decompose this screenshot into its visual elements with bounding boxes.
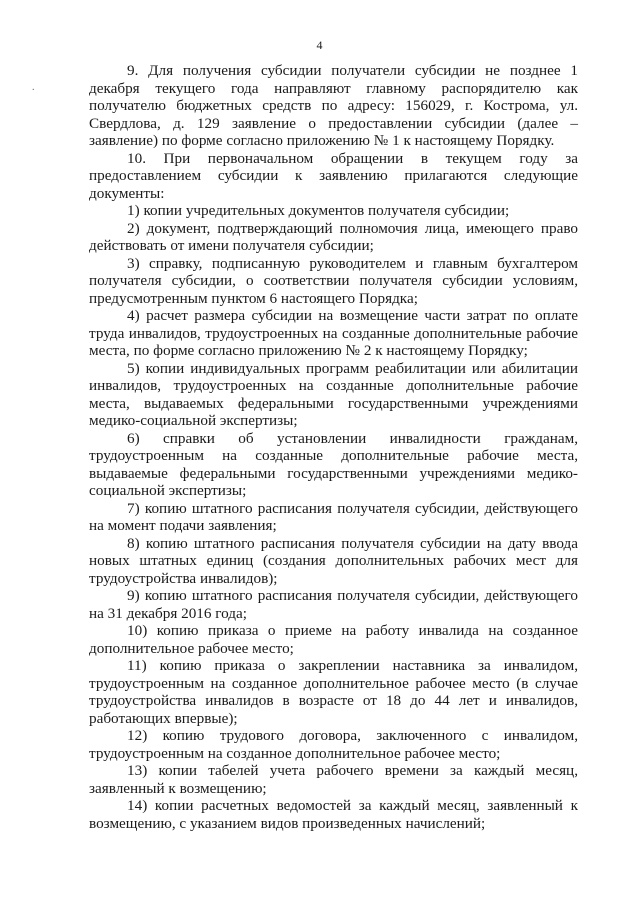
list-item-1: 1) копии учредительных документов получателя субсидии;: [127, 202, 510, 219]
list-item-4: 4) расчет размера субсидии на возмещение части затрат по оплате труда инвалидов, трудоустроенных на созданные дополнительные рабочие места, по форме согласно приложению № 2 к настоящему Порядку;: [89, 307, 578, 359]
list-item-6: 6) справки об установлении инвалидности гражданам, трудоустроенным на созданные дополнительные рабочие места, выдаваемые федеральными государственными учреждениями медико-социальной экспертизы;: [89, 429, 578, 499]
list-item-9: 9) копию штатного расписания получателя субсидии, действующего на 31 декабря 2016 года;: [89, 587, 578, 622]
list-item-3: 3) справку, подписанную руководителем и главным бухгалтером получателя субсидии, о соответствии получателя субсидии условиям, предусмотренным пунктом 6 настоящего Порядка;: [89, 254, 578, 307]
list-item-2: 2) документ, подтверждающий полномочия лица, имеющего право действовать от имени получателя субсидии;: [89, 219, 578, 254]
margin-mark: .: [32, 82, 35, 93]
list-item-14: 14) копии расчетных ведомостей за каждый месяц, заявленный к возмещению, с указанием видов произведенных начислений;: [89, 797, 578, 832]
list-item-12: 12) копию трудового договора, заключенного с инвалидом, трудоустроенным на созданное дополнительное рабочее место;: [89, 727, 578, 762]
list-item-13: 13) копии табелей учета рабочего времени за каждый месяц, заявленный к возмещению;: [89, 762, 578, 797]
list-item-7: 7) копию штатного расписания получателя субсидии, действующего на момент подачи заявления;: [89, 499, 578, 534]
paragraph-10: 10. При первоначальном обращении в текущем году за предоставлением субсидии к заявлению прилагаются следующие документы:: [89, 149, 578, 202]
page-number: 4: [316, 38, 323, 52]
list-item-8: 8) копию штатного расписания получателя субсидии на дату ввода новых штатных единиц (создания дополнительных рабочих мест для трудоустройства инвалидов);: [89, 534, 578, 587]
document-body: [89, 62, 578, 832]
list-item-5: 5) копии индивидуальных программ реабилитации или абилитации инвалидов, трудоустроенных на созданные дополнительные рабочие места, выдаваемых федеральными государственными учреждениями медико-социальной экспертизы;: [89, 359, 578, 429]
list-item-11: 11) копию приказа о закреплении наставника за инвалидом, трудоустроенным на созданное дополнительное рабочее место (в случае трудоустройства инвалидов в возрасте от 18 до 44 лет и инвалидов, работающих впервые);: [89, 657, 578, 727]
list-item-10: 10) копию приказа о приеме на работу инвалида на созданное дополнительное рабочее место;: [89, 622, 578, 657]
paragraph-9: 9. Для получения субсидии получатели субсидии не позднее 1 декабря текущего года направляют главному распорядителю как получателю бюджетных средств по адресу: 156029, г. Кострома, ул. Свердлова, д. 129 заявление о предоставлении субсидии (далее – заявление) по форме согласно приложению № 1 к настоящему Порядку.: [89, 62, 578, 149]
